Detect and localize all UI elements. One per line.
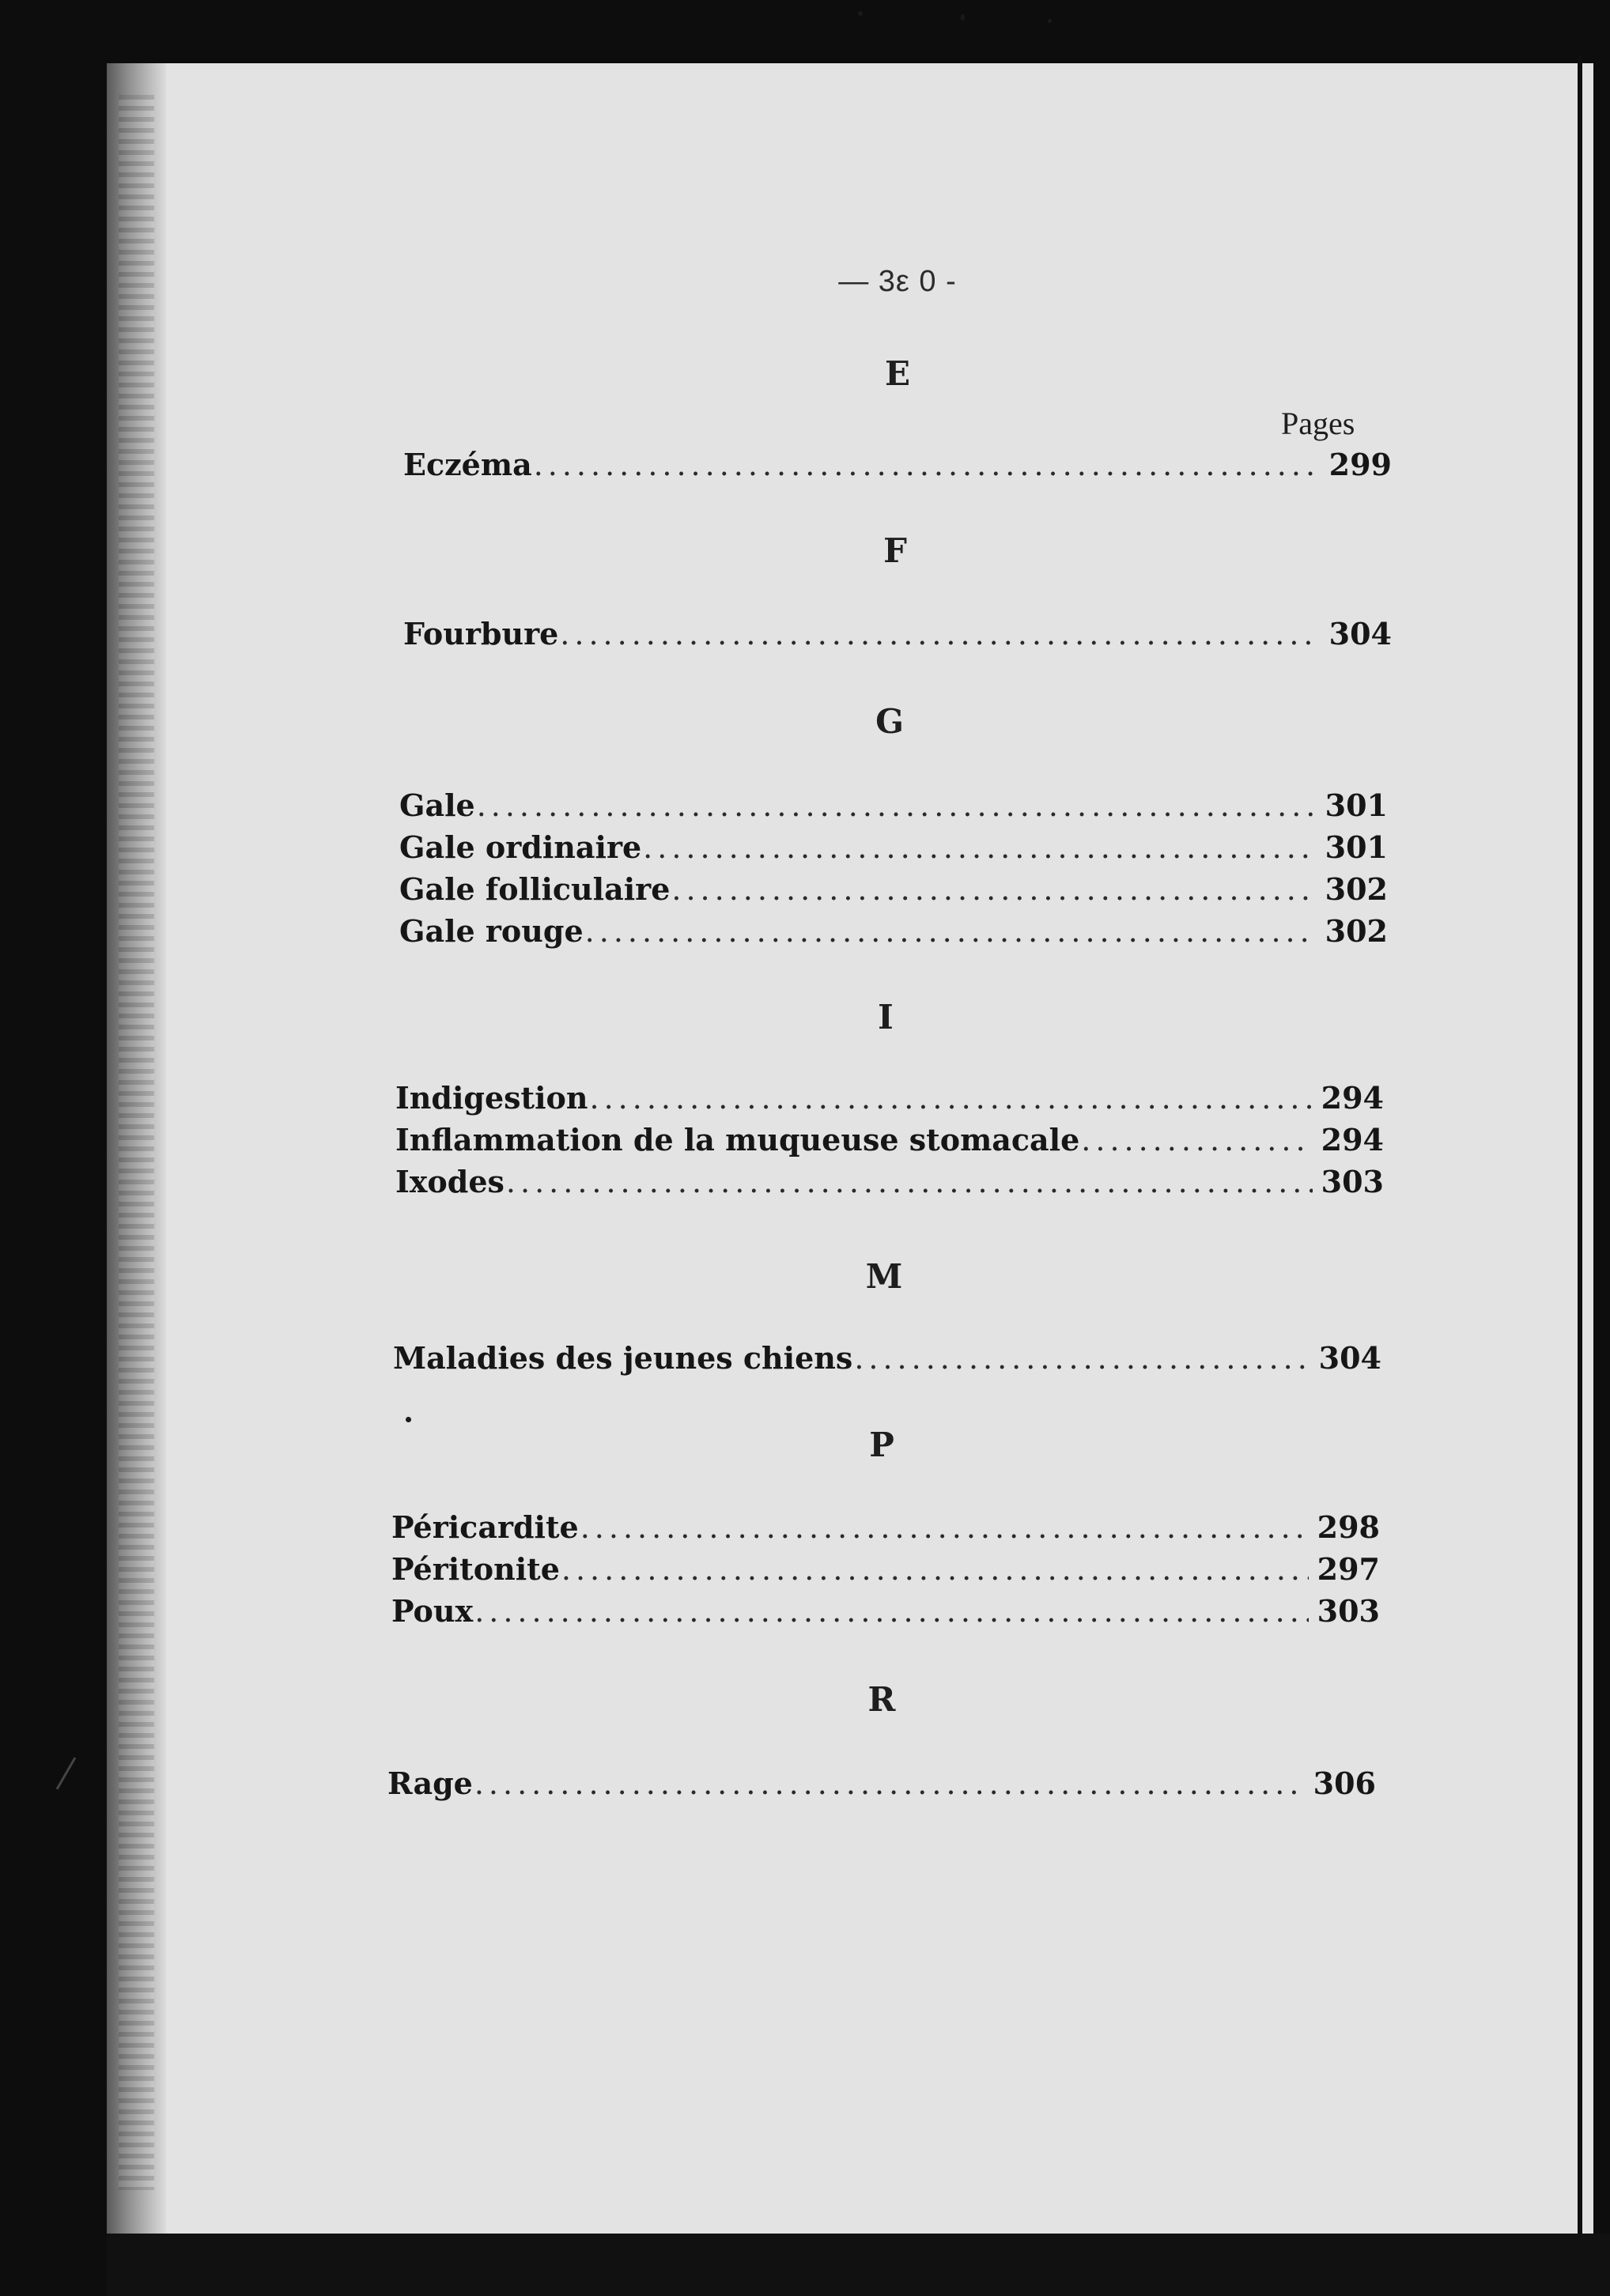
dot-leader: [580, 1510, 1309, 1545]
margin-mark: [56, 1757, 77, 1789]
entry-page: 302: [1325, 871, 1388, 907]
entry-page: 294: [1321, 1122, 1384, 1157]
dot-leader: [561, 1552, 1309, 1587]
ink-speck: [1048, 19, 1052, 23]
entry-term: Poux: [391, 1593, 474, 1629]
entry-term: Gale: [399, 787, 475, 823]
entry-term: Eczéma: [403, 447, 532, 482]
entry-page: 294: [1321, 1080, 1384, 1116]
entry-term: Gale ordinaire: [399, 829, 642, 865]
entry-page: 297: [1317, 1551, 1380, 1587]
index-entry: [395, 1080, 1384, 1126]
entry-term: Maladies des jeunes chiens: [393, 1340, 853, 1376]
entry-page: 299: [1328, 447, 1392, 482]
entry-term: Indigestion: [395, 1080, 588, 1116]
section-letter-g: G: [875, 702, 904, 741]
index-entry: [403, 447, 1392, 493]
section-letter-m: M: [865, 1257, 903, 1296]
entry-page: 304: [1318, 1340, 1381, 1376]
ink-speck: [858, 11, 863, 16]
entry-term: Gale rouge: [399, 913, 584, 949]
dot-leader: [477, 788, 1317, 823]
binding-texture: [119, 95, 154, 2190]
index-entry: [399, 787, 1388, 833]
entry-term: Péritonite: [391, 1551, 560, 1587]
entry-page: 303: [1321, 1164, 1384, 1199]
page-bottom-shadow: [107, 2234, 1610, 2296]
entry-page: 301: [1325, 787, 1388, 823]
ink-speck: [961, 14, 965, 21]
entry-page: 306: [1313, 1765, 1376, 1801]
pages-column-header: Pages: [1281, 406, 1355, 441]
index-entry: [391, 1509, 1380, 1555]
index-entry: [393, 1340, 1381, 1386]
page-number: — 3ε 0 -: [838, 265, 957, 298]
dot-leader: [560, 617, 1321, 651]
dot-leader: [854, 1341, 1310, 1376]
entry-term: Gale folliculaire: [399, 871, 671, 907]
dot-leader: [474, 1594, 1309, 1629]
section-letter-e: E: [884, 354, 910, 393]
section-letter-i: I: [878, 998, 894, 1037]
index-entry: [399, 829, 1388, 875]
dot-leader: [534, 447, 1321, 482]
index-entry: [403, 616, 1392, 662]
index-entry: [395, 1122, 1384, 1168]
dot-leader: [474, 1766, 1305, 1801]
entry-page: 298: [1317, 1509, 1380, 1545]
dot-leader: [585, 914, 1317, 949]
section-letter-f: F: [883, 531, 907, 570]
entry-page: 301: [1325, 829, 1388, 865]
section-letter-p: P: [869, 1426, 894, 1464]
index-entry: [395, 1164, 1384, 1210]
section-letter-r: R: [867, 1680, 896, 1719]
dot-leader: [590, 1081, 1313, 1116]
index-entry: [391, 1593, 1380, 1639]
index-entry: [399, 913, 1388, 959]
entry-term: Fourbure: [403, 616, 559, 651]
entry-term: Inflammation de la muqueuse stomacale: [395, 1122, 1080, 1157]
entry-term: Ixodes: [395, 1164, 505, 1199]
entry-page: 302: [1325, 913, 1388, 949]
dot-leader: [1081, 1123, 1313, 1157]
entry-page: 303: [1317, 1593, 1380, 1629]
ink-speck: [406, 1417, 411, 1422]
dot-leader: [506, 1165, 1313, 1199]
page-right-edge: [1578, 55, 1582, 2261]
entry-page: 304: [1328, 616, 1392, 651]
index-entry: [399, 871, 1388, 917]
index-entry: [391, 1551, 1380, 1597]
dot-leader: [671, 872, 1317, 907]
index-entry: [387, 1765, 1376, 1811]
dot-leader: [643, 830, 1317, 865]
entry-term: Péricardite: [391, 1509, 579, 1545]
entry-term: Rage: [387, 1765, 473, 1801]
